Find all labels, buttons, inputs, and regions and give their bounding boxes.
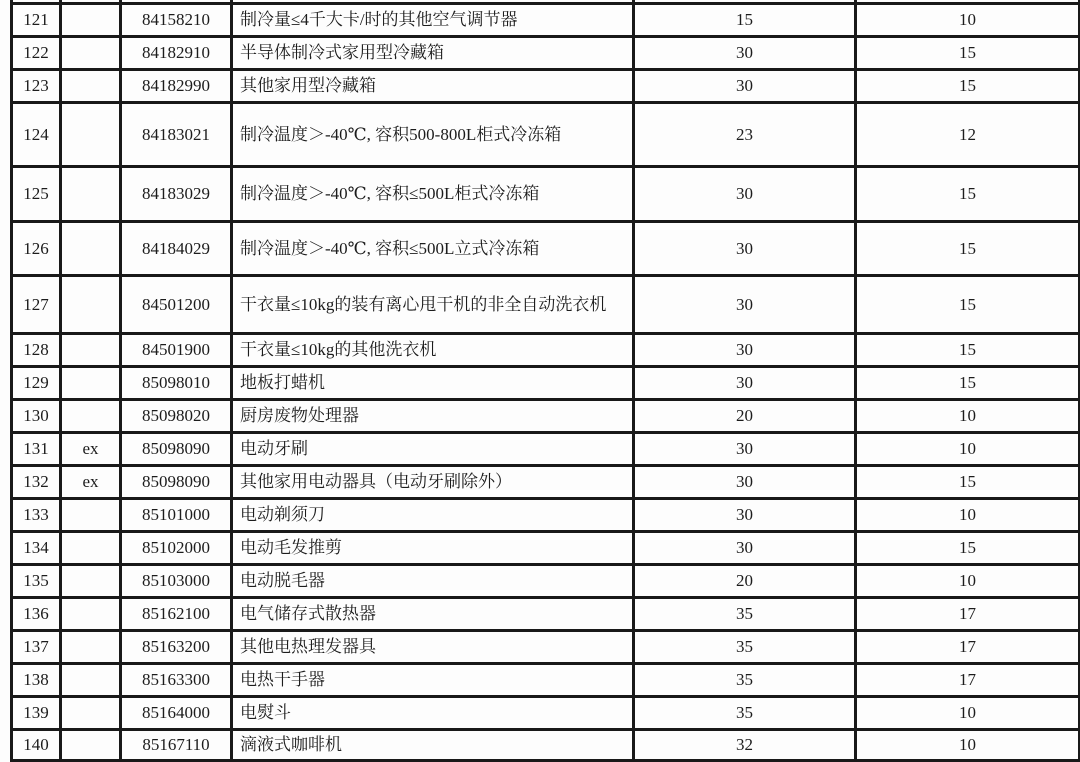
tariff-table	[10, 0, 1080, 762]
rate2-cell: 10	[856, 4, 1080, 37]
rate2-cell: 15	[856, 276, 1080, 334]
rate1-cell: 30	[634, 37, 856, 70]
hs-code-cell: 85098010	[121, 367, 232, 400]
description-cell: 厨房废物处理器	[232, 400, 634, 433]
rate2-cell: 17	[856, 631, 1080, 664]
hs-code-cell: 84182910	[121, 37, 232, 70]
table-row	[12, 334, 1080, 367]
description-cell: 电气储存式散热器	[232, 598, 634, 631]
rate1-cell: 30	[634, 532, 856, 565]
ex-flag-cell	[61, 400, 121, 433]
hs-code-cell: 84501900	[121, 334, 232, 367]
row-number-cell: 124	[12, 103, 61, 167]
rate1-cell: 35	[634, 598, 856, 631]
row-number-cell: 127	[12, 276, 61, 334]
description-cell: 电动脱毛器	[232, 565, 634, 598]
hs-code-cell: 85162100	[121, 598, 232, 631]
rate1-cell: 20	[634, 400, 856, 433]
ex-flag-cell	[61, 730, 121, 761]
rate2-cell: 15	[856, 167, 1080, 222]
hs-code-cell: 84158210	[121, 4, 232, 37]
rate1-cell: 30	[634, 499, 856, 532]
rate2-cell: 15	[856, 532, 1080, 565]
ex-flag-cell	[61, 565, 121, 598]
description-cell: 制冷温度＞-40℃, 容积500-800L柜式冷冻箱	[232, 103, 634, 167]
table-row	[12, 730, 1080, 761]
description-cell: 制冷温度＞-40℃, 容积≤500L立式冷冻箱	[232, 222, 634, 276]
hs-code-cell: 84182990	[121, 70, 232, 103]
description-cell: 电动毛发推剪	[232, 532, 634, 565]
table-row	[12, 664, 1080, 697]
table-row	[12, 4, 1080, 37]
row-number-cell: 121	[12, 4, 61, 37]
rate1-cell: 30	[634, 466, 856, 499]
hs-code-cell: 85103000	[121, 565, 232, 598]
table-row	[12, 400, 1080, 433]
rate2-cell: 15	[856, 466, 1080, 499]
ex-flag-cell	[61, 103, 121, 167]
description-cell: 半导体制冷式家用型冷藏箱	[232, 37, 634, 70]
hs-code-cell: 84501200	[121, 276, 232, 334]
rate1-cell: 30	[634, 222, 856, 276]
row-number-cell: 137	[12, 631, 61, 664]
rate1-cell: 35	[634, 631, 856, 664]
table-row	[12, 697, 1080, 730]
table-row	[12, 466, 1080, 499]
table-row	[12, 499, 1080, 532]
hs-code-cell: 85101000	[121, 499, 232, 532]
hs-code-cell: 84183021	[121, 103, 232, 167]
table-row	[12, 222, 1080, 276]
row-number-cell: 133	[12, 499, 61, 532]
ex-flag-cell	[61, 532, 121, 565]
ex-flag-cell	[61, 37, 121, 70]
description-cell: 其他家用型冷藏箱	[232, 70, 634, 103]
ex-flag-cell	[61, 499, 121, 532]
hs-code-cell: 85098090	[121, 466, 232, 499]
row-number-cell: 126	[12, 222, 61, 276]
rate2-cell: 10	[856, 400, 1080, 433]
row-number-cell: 138	[12, 664, 61, 697]
hs-code-cell: 85163300	[121, 664, 232, 697]
row-number-cell: 139	[12, 697, 61, 730]
hs-code-cell: 85098020	[121, 400, 232, 433]
ex-flag-cell: ex	[61, 433, 121, 466]
ex-flag-cell: ex	[61, 466, 121, 499]
ex-flag-cell	[61, 367, 121, 400]
table-row	[12, 70, 1080, 103]
description-cell: 滴液式咖啡机	[232, 730, 634, 761]
rate2-cell: 15	[856, 37, 1080, 70]
table-row	[12, 598, 1080, 631]
rate1-cell: 32	[634, 730, 856, 761]
description-cell: 电动剃须刀	[232, 499, 634, 532]
row-number-cell: 129	[12, 367, 61, 400]
rate2-cell: 10	[856, 499, 1080, 532]
ex-flag-cell	[61, 70, 121, 103]
hs-code-cell: 85164000	[121, 697, 232, 730]
table-row	[12, 631, 1080, 664]
hs-code-cell: 85163200	[121, 631, 232, 664]
ex-flag-cell	[61, 167, 121, 222]
row-number-cell: 140	[12, 730, 61, 761]
ex-flag-cell	[61, 631, 121, 664]
table-row	[12, 276, 1080, 334]
rate1-cell: 30	[634, 334, 856, 367]
ex-flag-cell	[61, 664, 121, 697]
rate2-cell: 10	[856, 730, 1080, 761]
rate1-cell: 30	[634, 70, 856, 103]
hs-code-cell: 84183029	[121, 167, 232, 222]
hs-code-cell: 85102000	[121, 532, 232, 565]
description-cell: 制冷温度＞-40℃, 容积≤500L柜式冷冻箱	[232, 167, 634, 222]
rate2-cell: 10	[856, 433, 1080, 466]
table-row	[12, 433, 1080, 466]
rate2-cell: 10	[856, 697, 1080, 730]
description-cell: 电热干手器	[232, 664, 634, 697]
table-row	[12, 167, 1080, 222]
table-row	[12, 532, 1080, 565]
row-number-cell: 135	[12, 565, 61, 598]
tariff-table-grid	[10, 0, 1080, 762]
ex-flag-cell	[61, 4, 121, 37]
ex-flag-cell	[61, 276, 121, 334]
rate1-cell: 15	[634, 4, 856, 37]
row-number-cell: 128	[12, 334, 61, 367]
ex-flag-cell	[61, 697, 121, 730]
description-cell: 干衣量≤10kg的装有离心甩干机的非全自动洗衣机	[232, 276, 634, 334]
rate1-cell: 30	[634, 367, 856, 400]
rate2-cell: 17	[856, 664, 1080, 697]
row-number-cell: 125	[12, 167, 61, 222]
rate2-cell: 12	[856, 103, 1080, 167]
rate1-cell: 30	[634, 276, 856, 334]
row-number-cell: 130	[12, 400, 61, 433]
row-number-cell: 136	[12, 598, 61, 631]
table-row	[12, 37, 1080, 70]
rate1-cell: 35	[634, 664, 856, 697]
rate2-cell: 15	[856, 334, 1080, 367]
rate2-cell: 15	[856, 70, 1080, 103]
row-number-cell: 123	[12, 70, 61, 103]
rate1-cell: 35	[634, 697, 856, 730]
description-cell: 其他电热理发器具	[232, 631, 634, 664]
table-row	[12, 565, 1080, 598]
tariff-table-body	[12, 0, 1080, 760]
rate2-cell: 15	[856, 367, 1080, 400]
row-number-cell: 134	[12, 532, 61, 565]
rate2-cell: 10	[856, 565, 1080, 598]
description-cell: 干衣量≤10kg的其他洗衣机	[232, 334, 634, 367]
ex-flag-cell	[61, 598, 121, 631]
row-number-cell: 131	[12, 433, 61, 466]
rate1-cell: 20	[634, 565, 856, 598]
description-cell: 电动牙刷	[232, 433, 634, 466]
rate1-cell: 30	[634, 167, 856, 222]
rate1-cell: 23	[634, 103, 856, 167]
row-number-cell: 132	[12, 466, 61, 499]
description-cell: 电熨斗	[232, 697, 634, 730]
table-row	[12, 103, 1080, 167]
rate1-cell: 30	[634, 433, 856, 466]
rate2-cell: 17	[856, 598, 1080, 631]
table-row	[12, 367, 1080, 400]
description-cell: 其他家用电动器具（电动牙刷除外）	[232, 466, 634, 499]
description-cell: 制冷量≤4千大卡/时的其他空气调节器	[232, 4, 634, 37]
hs-code-cell: 85098090	[121, 433, 232, 466]
hs-code-cell: 84184029	[121, 222, 232, 276]
ex-flag-cell	[61, 334, 121, 367]
description-cell: 地板打蜡机	[232, 367, 634, 400]
rate2-cell: 15	[856, 222, 1080, 276]
hs-code-cell: 85167110	[121, 730, 232, 761]
row-number-cell: 122	[12, 37, 61, 70]
ex-flag-cell	[61, 222, 121, 276]
